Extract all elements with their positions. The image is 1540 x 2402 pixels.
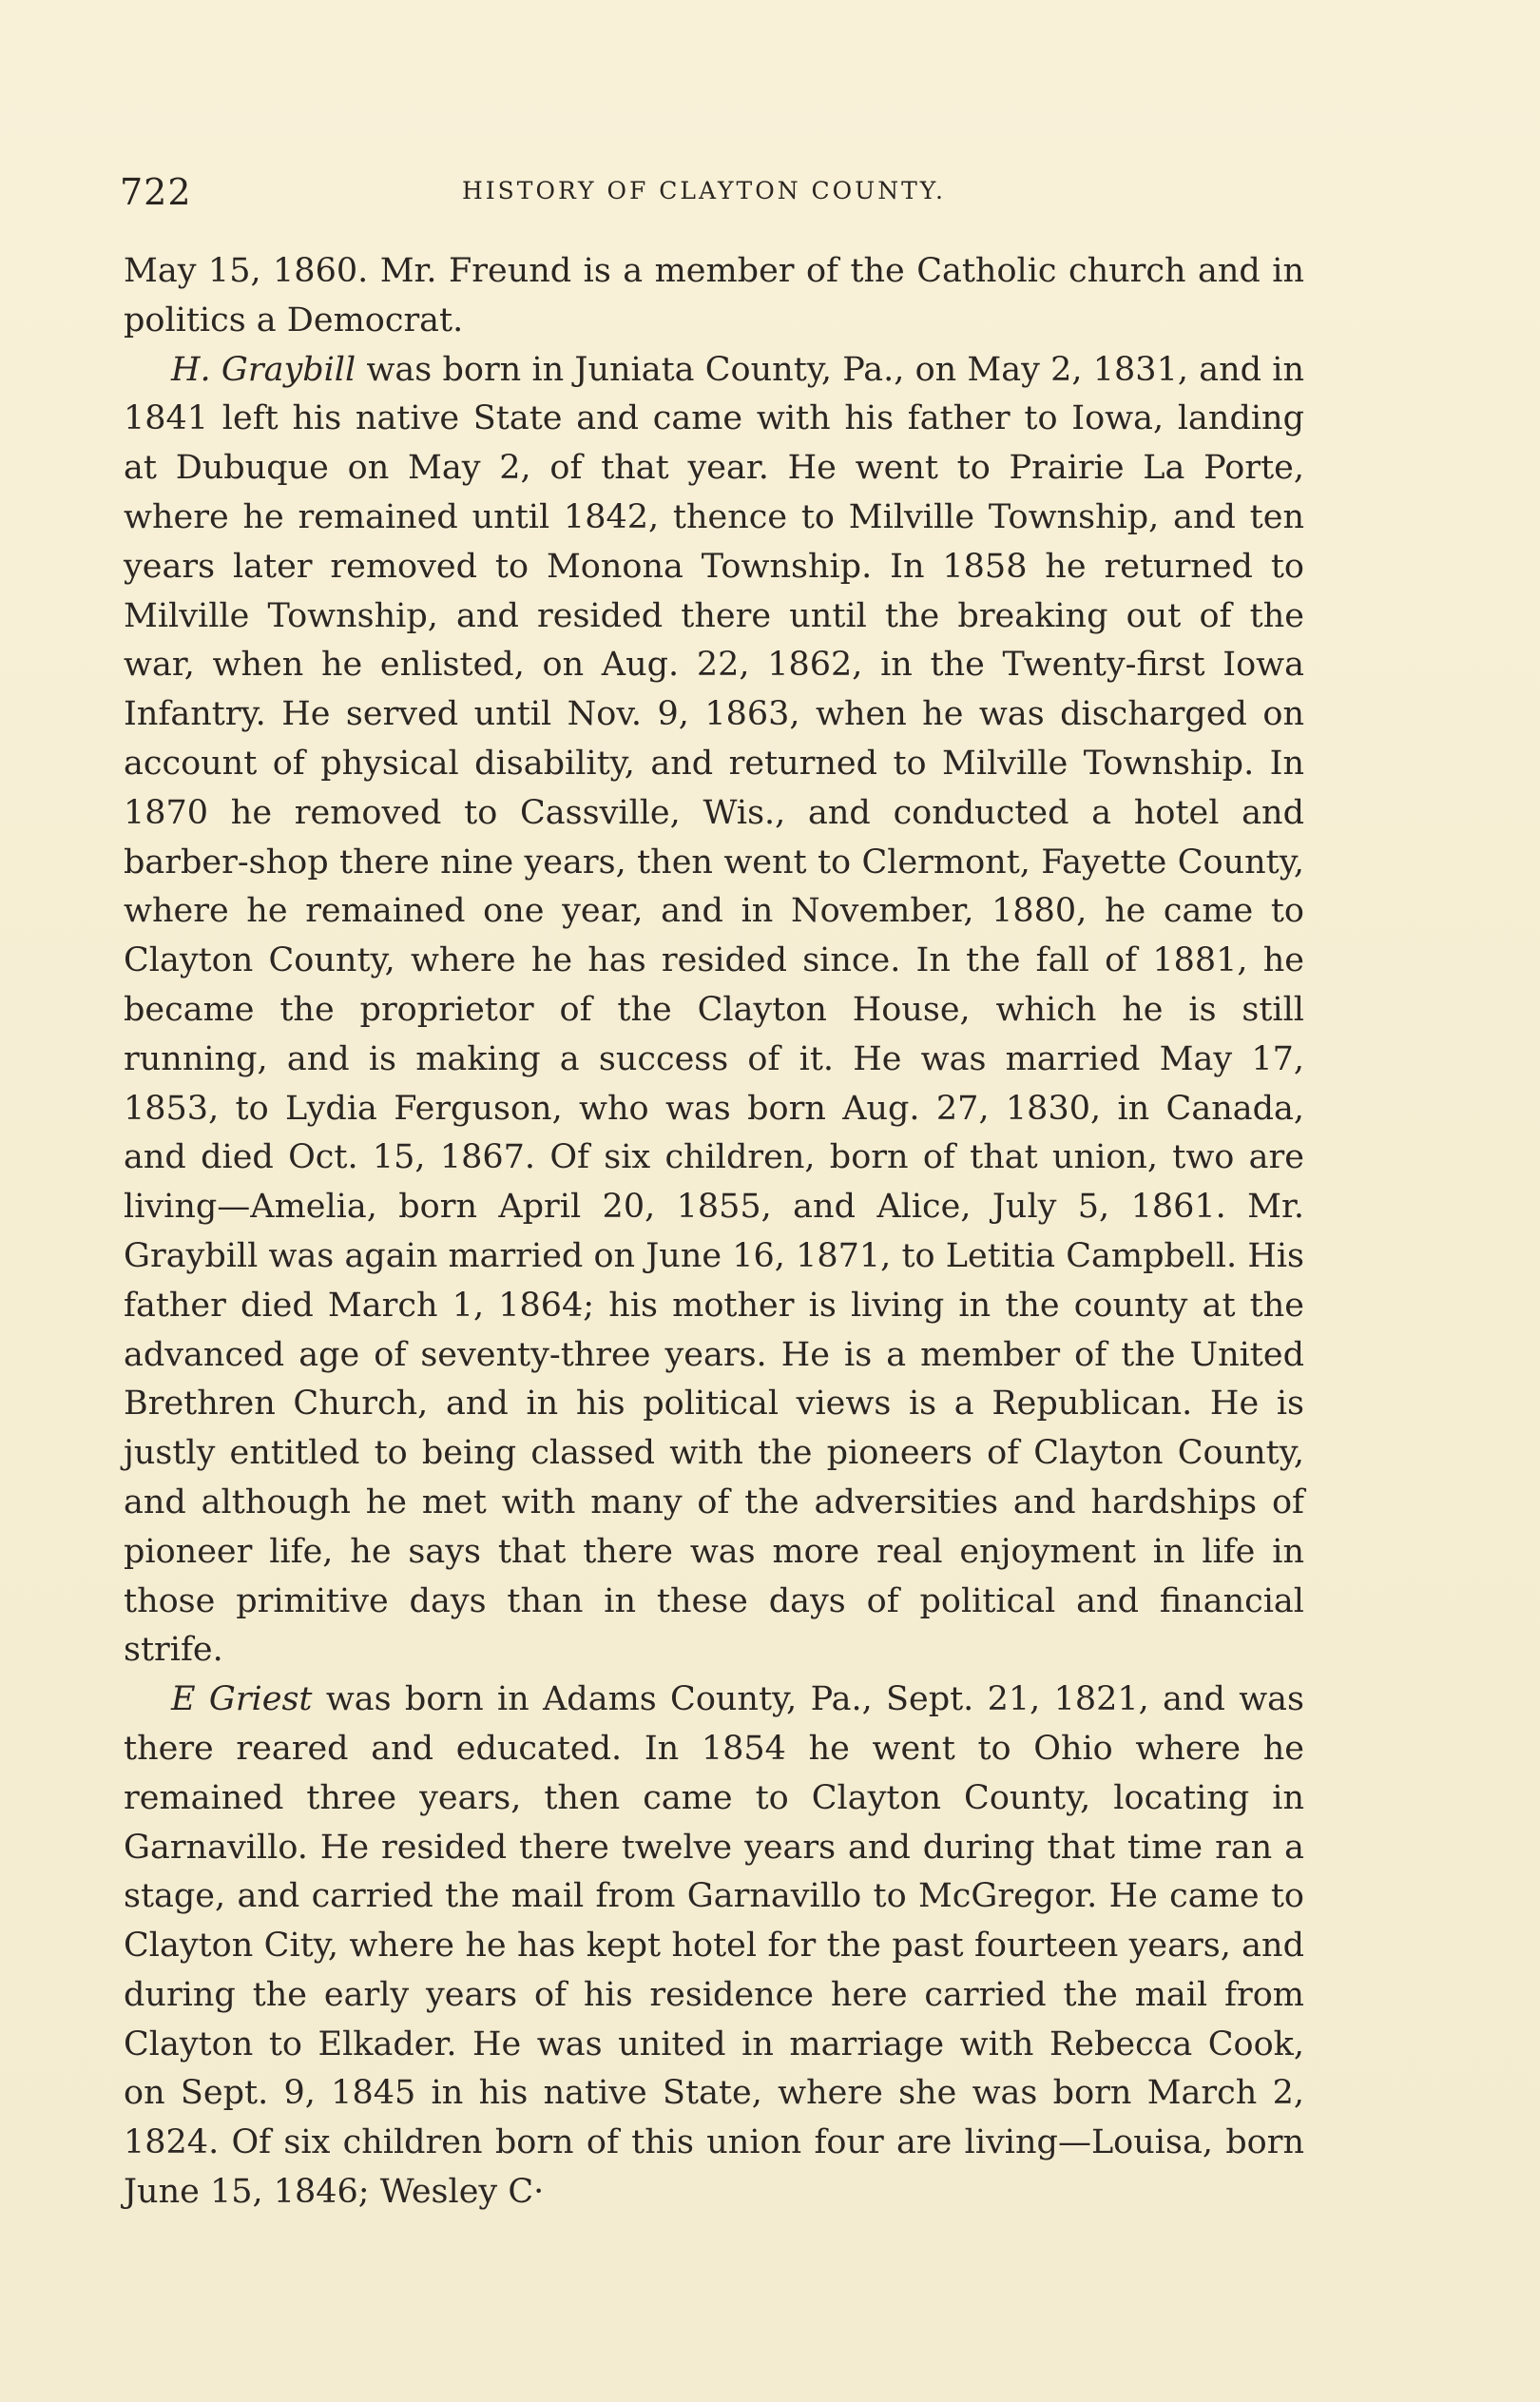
- paragraph-griest: [124, 1676, 1304, 2218]
- page-header: [120, 171, 975, 219]
- paragraph-text: was born in Adams County, Pa., Sept. 21, 1821, and was there reared and educated. In 1854 he went to Ohio where he remained three years, then came to Clayton County, locating in Garnavillo. He resided there twelve years and during that time ran a stage, and carried the mail from Garnavillo to McGregor. He came to Clayton City, where he has kept hotel for the past fourteen years, and during the early years of his residence here carried the mail from Clayton to Elkader. He was united in marriage with Rebecca Cook, on Sept. 9, 1845 in his native State, where she was born March 2, 1824. Of six children born of this union four are living—Louisa, born June 15, 1846; Wesley C·: [124, 1680, 1304, 2212]
- paragraph-text: May 15, 1860. Mr. Freund is a member of the Catholic church and in politics a Democrat.: [124, 252, 1304, 339]
- page-number: 722: [120, 171, 192, 213]
- paragraph-freund-continued: [124, 247, 1304, 346]
- body-text: [124, 247, 1304, 2218]
- paragraph-text: was born in Juniata County, Pa., on May 2, 1831, and in 1841 left his native State and came with his father to Iowa, landing at Dubuque on May 2, of that year. He went to Prairie La Porte, where he remained until 1842, thence to Milville Township, and ten years later removed to Monona Township. In 1858 he returned to Milville Township, and resided there until the breaking out of the war, when he enlisted, on Aug. 22, 1862, in the Twenty-first Iowa Infantry. He served until Nov. 9, 1863, when he was discharged on account of physical disability, and returned to Milville Township. In 1870 he removed to Cassville, Wis., and conducted a hotel and barber-shop there nine years, then went to Clermont, Fayette County, where he remained one year, and in November, 1880, he came to Clayton County, where he has resided since. In the fall of 1881, he became the proprietor of the Clayton House, which he is still running, and is making a success of it. He was married May 17, 1853, to Lydia Ferguson, who was born Aug. 27, 1830, in Canada, and died Oct. 15, 1867. Of six children, born of that union, two are living—Amelia, born April 20, 1855, and Alice, July 5, 1861. Mr. Graybill was again married on June 16, 1871, to Letitia Campbell. His father died March 1, 1864; his mother is living in the county at the advanced age of seventy-three years. He is a member of the United Brethren Church, and in his political views is a Republican. He is justly entitled to being classed with the pioneers of Clayton County, and although he met with many of the adversities and hardships of pioneer life, he says that there was more real enjoyment in life in those primitive days than in these days of political and financial strife.: [124, 350, 1304, 1670]
- person-name: H. Graybill: [171, 350, 356, 389]
- running-head: HISTORY OF CLAYTON COUNTY.: [462, 177, 947, 204]
- paragraph-graybill: [124, 346, 1304, 1676]
- person-name: E Griest: [171, 1680, 313, 1719]
